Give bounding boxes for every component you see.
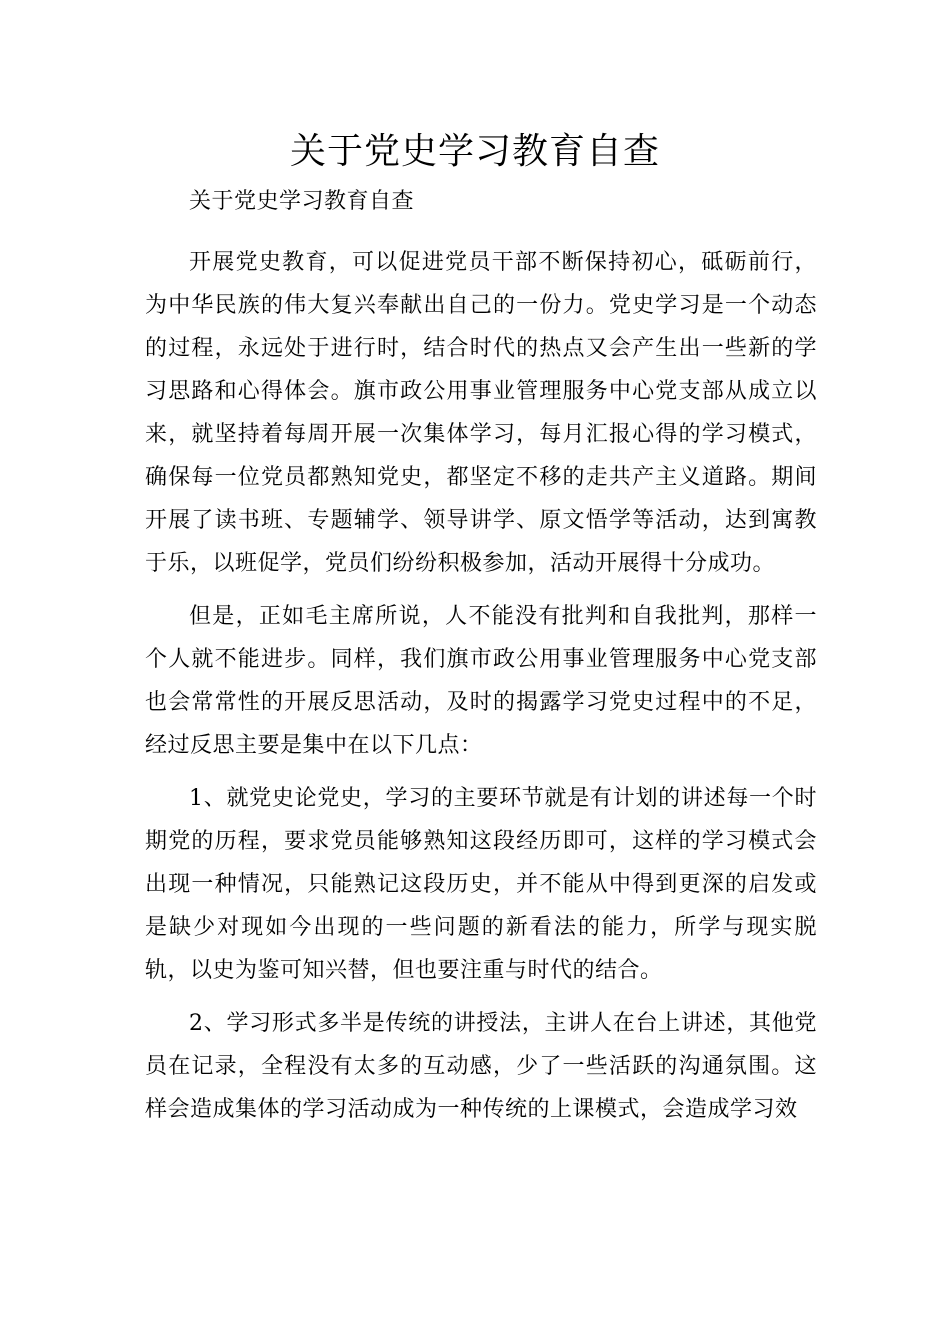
paragraph-reflection: 但是，正如毛主席所说，人不能没有批判和自我批判，那样一个人就不能进步。同样，我们旗市政公用事业管理服务中心党支部也会常常性的开展反思活动，及时的揭露学习党史过程中的不足，经过反思主要是集中在以下几点： bbox=[145, 604, 817, 758]
paragraph-point-2: 2、学习形式多半是传统的讲授法，主讲人在台上讲述，其他党员在记录，全程没有太多的互动感，少了一些活跃的沟通氛围。这样会造成集体的学习活动成为一种传统的上课模式，会造成学习效 bbox=[145, 1011, 817, 1122]
document-subtitle: 关于党史学习教育自查 bbox=[189, 189, 415, 214]
paragraph-intro: 开展党史教育，可以促进党员干部不断保持初心，砥砺前行，为中华民族的伟大复兴奉献出自己的一份力。党史学习是一个动态的过程，永远处于进行时，结合时代的热点又会产生出一些新的学习思路和心得体会。旗市政公用事业管理服务中心党支部从成立以来，就坚持着每周开展一次集体学习，每月汇报心得的学习模式，确保每一位党员都熟知党史，都坚定不移的走共产主义道路。期间开展了读书班、专题辅学、领导讲学、原文悟学等活动，达到寓教于乐，以班促学，党员们纷纷积极参加，活动开展得十分成功。 bbox=[145, 250, 817, 576]
document-body bbox=[145, 180, 817, 1141]
document-title: 关于党史学习教育自查 bbox=[289, 131, 660, 172]
paragraph-point-1: 1、就党史论党史，学习的主要环节就是有计划的讲述每一个时期党的历程，要求党员能够熟知这段经历即可，这样的学习模式会出现一种情况，只能熟记这段历史，并不能从中得到更深的启发或是缺少对现如今出现的一些问题的新看法的能力，所学与现实脱轨，以史为鉴可知兴替，但也要注重与时代的结合。 bbox=[145, 786, 817, 983]
